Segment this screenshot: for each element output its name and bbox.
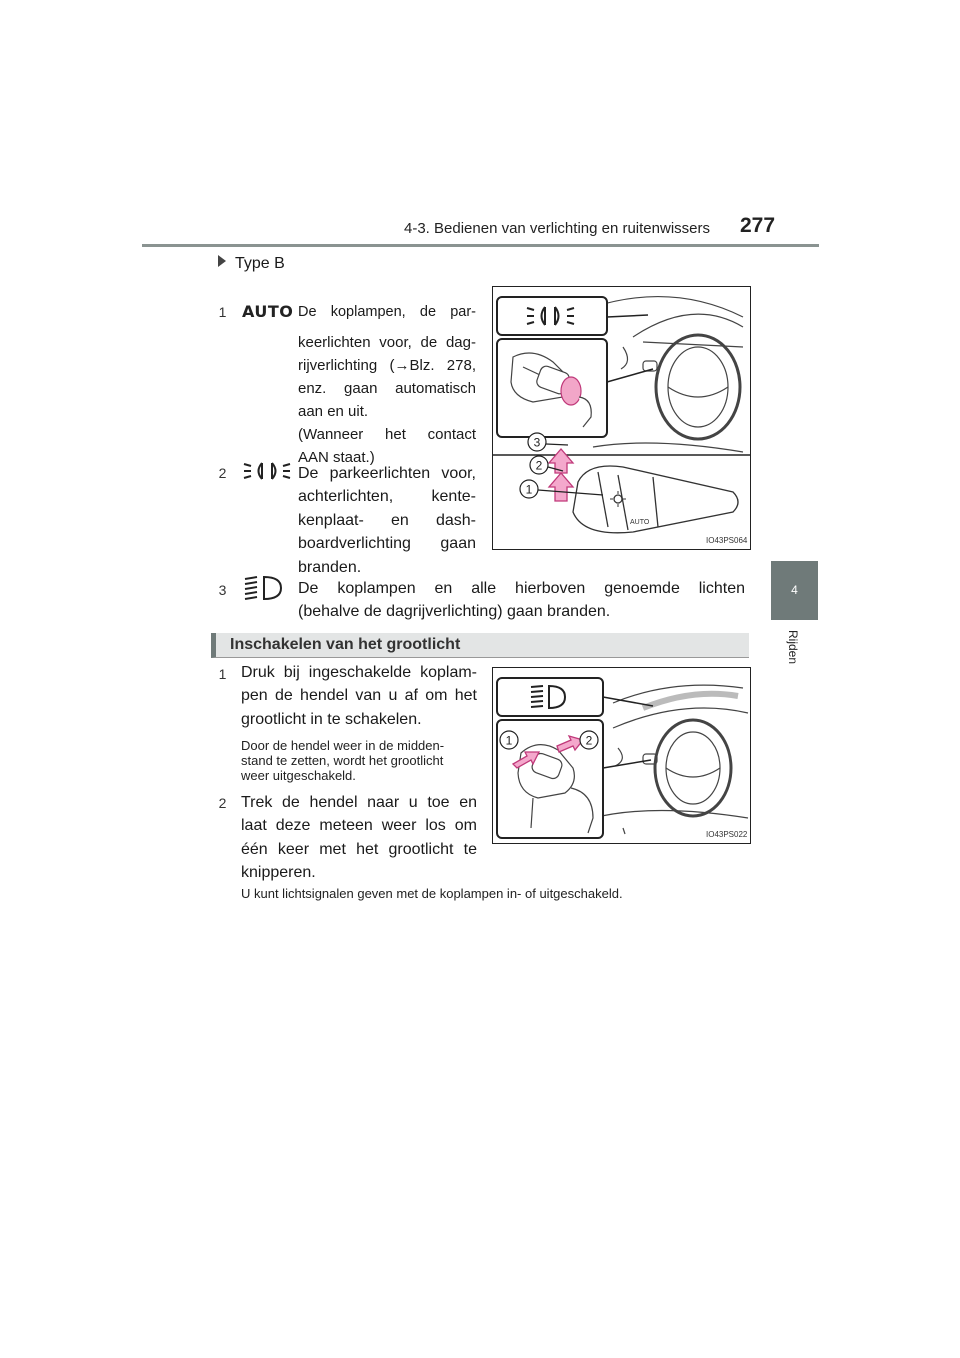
low-beam-icon <box>243 574 287 602</box>
text-line: achterlichten, kente- <box>298 488 476 506</box>
note-line: stand te zetten, wordt het grootlicht <box>241 753 444 768</box>
lever-auto-label: AUTO <box>630 519 650 526</box>
high-beam-note <box>241 738 477 783</box>
text-line: AAN staat.) <box>298 449 375 466</box>
callout-1: 1 <box>525 482 533 497</box>
text-line: De koplampen en alle hierboven genoemde lichten <box>298 580 745 597</box>
parking-light-icon <box>242 460 292 482</box>
chapter-tab: 4 <box>771 561 818 620</box>
text-line: boardverlichting gaan <box>298 535 476 553</box>
item-number: 1 <box>218 304 227 320</box>
item-2-text <box>298 462 476 579</box>
figure-1-illustration <box>493 287 750 549</box>
text-line: (behalve de dagrijverlichting) gaan branden. <box>298 603 611 621</box>
callout-1: 1 <box>505 733 513 748</box>
item-3-text <box>298 577 745 624</box>
item-number: 2 <box>218 795 227 811</box>
text-line: pen de hendel van u af om het <box>241 687 477 705</box>
text-line: Druk bij ingeschakelde koplam- <box>241 664 477 681</box>
auto-text-icon: AUTO <box>242 302 294 321</box>
type-heading-text: Type B <box>235 255 285 272</box>
text-line: laat deze meteen weer los om <box>241 817 477 835</box>
text-line: enz. gaan automatisch <box>298 380 476 397</box>
text-line: De koplampen, de par- <box>298 304 476 320</box>
text-line: één keer met het grootlicht te <box>241 840 477 858</box>
text-line: kenplaat- en dash- <box>298 511 476 529</box>
text-line: rijverlichting (→Blz. 278, <box>298 357 476 374</box>
text-line: Trek de hendel naar u toe en <box>241 794 477 811</box>
item-1-text-cont <box>241 331 476 469</box>
high-beam-item-1-text <box>241 661 477 731</box>
figure-high-beam <box>492 667 751 844</box>
callout-2: 2 <box>535 458 543 473</box>
footnote: U kunt lichtsignalen geven met de koplampen in- of uitgeschakeld. <box>241 886 623 901</box>
callout-2: 2 <box>585 733 593 748</box>
item-number: 2 <box>218 465 227 481</box>
text-line: De parkeerlichten voor, <box>298 465 476 482</box>
text-line: knipperen. <box>241 864 316 882</box>
item-1-text <box>298 301 476 324</box>
figure-code: IO43PS022 <box>706 830 748 839</box>
callout-3: 3 <box>533 435 541 450</box>
section-heading <box>211 633 749 658</box>
triangle-bullet-icon <box>218 255 226 267</box>
section-heading-text: Inschakelen van het grootlicht <box>230 636 461 653</box>
item-number: 1 <box>218 666 227 682</box>
high-beam-item-2-text <box>241 791 477 885</box>
note-line: Door de hendel weer in de midden- <box>241 738 445 753</box>
running-header: 4-3. Bedienen van verlichting en ruitenwissers <box>404 220 710 237</box>
text-line: grootlicht in te schakelen. <box>241 710 422 728</box>
page-number: 277 <box>740 214 776 237</box>
text-line: aan en uit. <box>298 403 369 420</box>
text-line: (Wanneer het contact <box>298 426 476 443</box>
item-number: 3 <box>218 582 227 598</box>
figure-2-illustration <box>493 668 750 843</box>
type-heading <box>218 255 285 273</box>
header-rule <box>142 244 819 247</box>
figure-code: IO43PS064 <box>706 536 748 545</box>
text-line: keerlichten voor, de dag- <box>298 334 476 351</box>
chapter-label: Rijden <box>786 630 800 665</box>
note-line: weer uitgeschakeld. <box>241 768 356 783</box>
text-line: branden. <box>298 558 362 576</box>
figure-light-switch <box>492 286 751 550</box>
